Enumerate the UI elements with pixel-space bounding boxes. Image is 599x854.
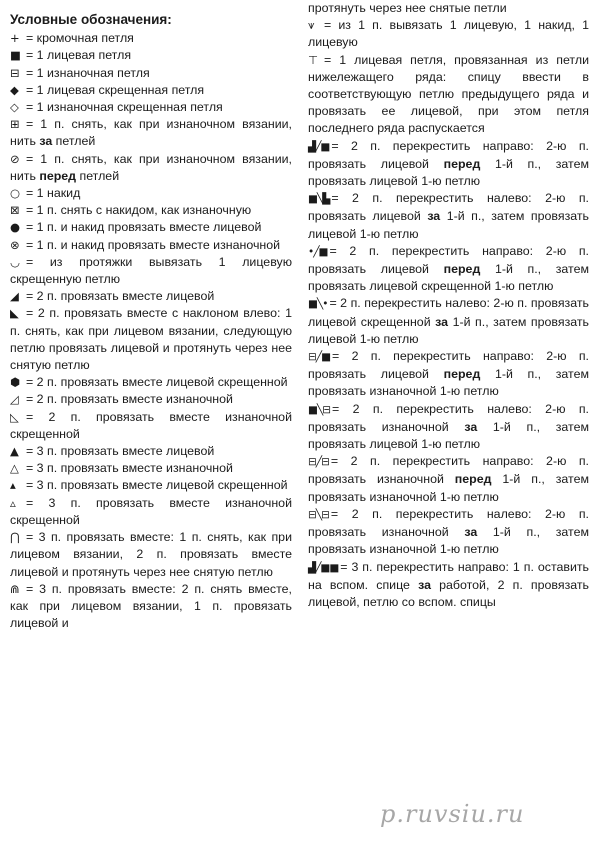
twisted-purl-icon: ◇	[10, 100, 19, 115]
ssk-icon: ◣	[10, 306, 19, 321]
legend-entry: ▟╱■■ = 3 п. перекрестить направо: 1 п. оставить на вспом. спице за работой, 2 п. провязать лицевой, петлю со вспом. спицы	[308, 559, 589, 609]
legend-entry: ◢ = 2 п. провязать вместе лицевой	[10, 288, 292, 305]
purl-stitch-icon: ⊟	[10, 65, 20, 80]
s2kp-icon: ⋒	[10, 581, 20, 596]
legend-entry: •╱■ = 2 п. перекрестить направо: 2-ю п. провязать лицевой перед 1-й п., затем провязать лицевой скрещенной 1-ю петлю	[308, 243, 589, 294]
edge-stitch-icon: +	[10, 31, 20, 46]
yarn-over-icon: ○	[10, 186, 21, 201]
legend-entry: ◺ = 2 п. провязать вместе изнаночной скрещенной	[10, 409, 292, 441]
legend-entry: ⊟ = 1 изнаночная петля	[10, 65, 292, 82]
legend-title: Условные обозначения:	[10, 12, 172, 27]
knit-with-yo-icon: ●	[10, 220, 21, 235]
cross-left-knit-icon: ■╲▙	[308, 193, 330, 206]
legend-entry: ▲ = 3 п. провязать вместе лицевой	[10, 443, 292, 460]
legend-entry: ◣ = 2 п. провязать вместе с наклоном влево: 1 п. снять, как при лицевом вязании, следующую петлю провязать лицевой и протянуть через нее снятую петлю	[10, 306, 292, 373]
legend-right-column	[308, 0, 589, 611]
legend-entry: ■╲• = 2 п. перекрестить налево: 2-ю п. провязать лицевой скрещенной за 1-й п., затем провязать лицевой 1-ю петлю	[308, 296, 590, 346]
legend-entry: ● = 1 п. и накид провязать вместе лицевой	[10, 219, 292, 236]
legend-entry: ○ = 1 накид	[10, 185, 292, 202]
cross-left-purl-icon: ⊟╲⊟	[308, 508, 329, 521]
legend-left-column	[10, 0, 292, 632]
knit-below-icon: ⊤	[308, 52, 319, 67]
legend-entry: ⊘ = 1 п. снять, как при изнаночном вязании, нить перед петлей	[10, 151, 292, 183]
slip-with-yo-icon: ⊠	[10, 203, 20, 218]
legend-entry: ▟╱■ = 2 п. перекрестить направо: 2-ю п. провязать лицевой перед 1-й п., затем провязать лицевой 1-ю петлю	[308, 138, 589, 189]
sk2p-icon: ⋂	[10, 530, 20, 545]
legend-entry: ⬢ = 2 п. провязать вместе лицевой скрещенной	[10, 374, 292, 391]
cross-right-knit-purl-icon: ⊟╱■	[308, 351, 331, 364]
legend-entry: ⊟╱⊟ = 2 п. перекрестить направо: 2-ю п. провязать изнаночной перед 1-й п., затем провязать изнаночной 1-ю петлю	[308, 454, 589, 504]
legend-entry: ⊤ = 1 лицевая петля, провязанная из петли нижележащего ряда: спицу ввести в соответствующую петлю предыдущего ряда и провязать ее лицевой, при этом петля последнего ряда распускается	[308, 52, 589, 136]
legend-entry: ⊗ = 1 п. и накид провязать вместе изнаночной	[10, 237, 292, 254]
k2tog-icon: ◢	[10, 289, 19, 304]
p3tog-tbl-icon: ▵	[10, 495, 16, 510]
legend-entry: ◆ = 1 лицевая скрещенная петля	[10, 82, 292, 99]
p2tog-icon: ◿	[10, 392, 19, 407]
legend-entry: + = кромочная петля	[10, 30, 292, 47]
legend-entry: ⋒ = 3 п. провязать вместе: 2 п. снять вместе, как при лицевом вязании, 1 п. провязать лицевой и	[10, 581, 292, 631]
legend-entry: ■╲⊟ = 2 п. перекрестить налево: 2-ю п. провязать изнаночной за 1-й п., затем провязать лицевой 1-ю петлю	[308, 401, 589, 452]
legend-entry: ⊞ = 1 п. снять, как при изнаночном вязании, нить за петлей	[10, 117, 292, 149]
legend-entry: ⋂ = 3 п. провязать вместе: 1 п. снять, как при лицевом вязании, 2 п. провязать вместе лицевой и протянуть через нее снятую петлю	[10, 530, 292, 579]
k3tog-icon: ▲	[10, 444, 19, 459]
make-one-icon: ◡	[10, 254, 21, 269]
k3tog-tbl-icon: ▴	[10, 478, 16, 493]
legend-entry: ◿ = 2 п. провязать вместе изнаночной	[10, 391, 292, 408]
cross-right-three-icon: ▟╱■■	[308, 561, 339, 574]
slip-yarn-back-icon: ⊞	[10, 117, 20, 132]
twisted-knit-icon: ◆	[10, 82, 19, 97]
purl-with-yo-icon: ⊗	[10, 237, 20, 252]
legend-entry: ▵ = 3 п. провязать вместе изнаночной скрещенной	[10, 495, 292, 527]
legend-entry: ⩛ = из 1 п. вывязать 1 лицевую, 1 накид, 1 лицевую	[308, 18, 589, 50]
legend-entry-continued: протянуть через нее снятые петли	[308, 1, 507, 15]
slip-yarn-front-icon: ⊘	[10, 151, 20, 166]
cross-left-twisted-icon: ■╲•	[308, 298, 328, 311]
watermark: p.ruvsiu.ru	[380, 800, 525, 828]
cross-right-twisted-icon: •╱■	[308, 245, 328, 258]
legend-entry: △ = 3 п. провязать вместе изнаночной	[10, 460, 292, 477]
cross-right-knit-icon: ▟╱■	[308, 140, 330, 153]
knit-stitch-icon: ■	[10, 48, 21, 63]
p2tog-tbl-icon: ◺	[10, 409, 19, 424]
legend-entry: ⊟╱■ = 2 п. перекрестить направо: 2-ю п. провязать лицевой перед 1-й п., затем провязать изнаночной 1-ю петлю	[308, 349, 589, 399]
cross-left-purl-knit-icon: ■╲⊟	[308, 403, 331, 416]
k2tog-tbl-icon: ⬢	[10, 375, 21, 390]
legend-entry: ⊟╲⊟ = 2 п. перекрестить налево: 2-ю п. провязать изнаночной за 1-й п., затем провязать изнаночной 1-ю петлю	[308, 506, 589, 557]
legend-entry: ■ = 1 лицевая петля	[10, 47, 292, 64]
legend-entry: ◡ = из протяжки вывязать 1 лицевую скрещенную петлю	[10, 254, 292, 287]
increase-three-icon: ⩛	[308, 18, 315, 33]
legend-entry: ▴ = 3 п. провязать вместе лицевой скрещенной	[10, 477, 292, 494]
legend-entry: ⊠ = 1 п. снять с накидом, как изнаночную	[10, 202, 292, 219]
cross-right-purl-icon: ⊟╱⊟	[308, 456, 329, 469]
legend-entry: ■╲▙ = 2 п. перекрестить налево: 2-ю п. провязать лицевой за 1-й п., затем провязать лицевой 1-ю петлю	[308, 191, 590, 241]
p3tog-icon: △	[10, 461, 19, 476]
legend-entry: ◇ = 1 изнаночная скрещенная петля	[10, 99, 292, 116]
